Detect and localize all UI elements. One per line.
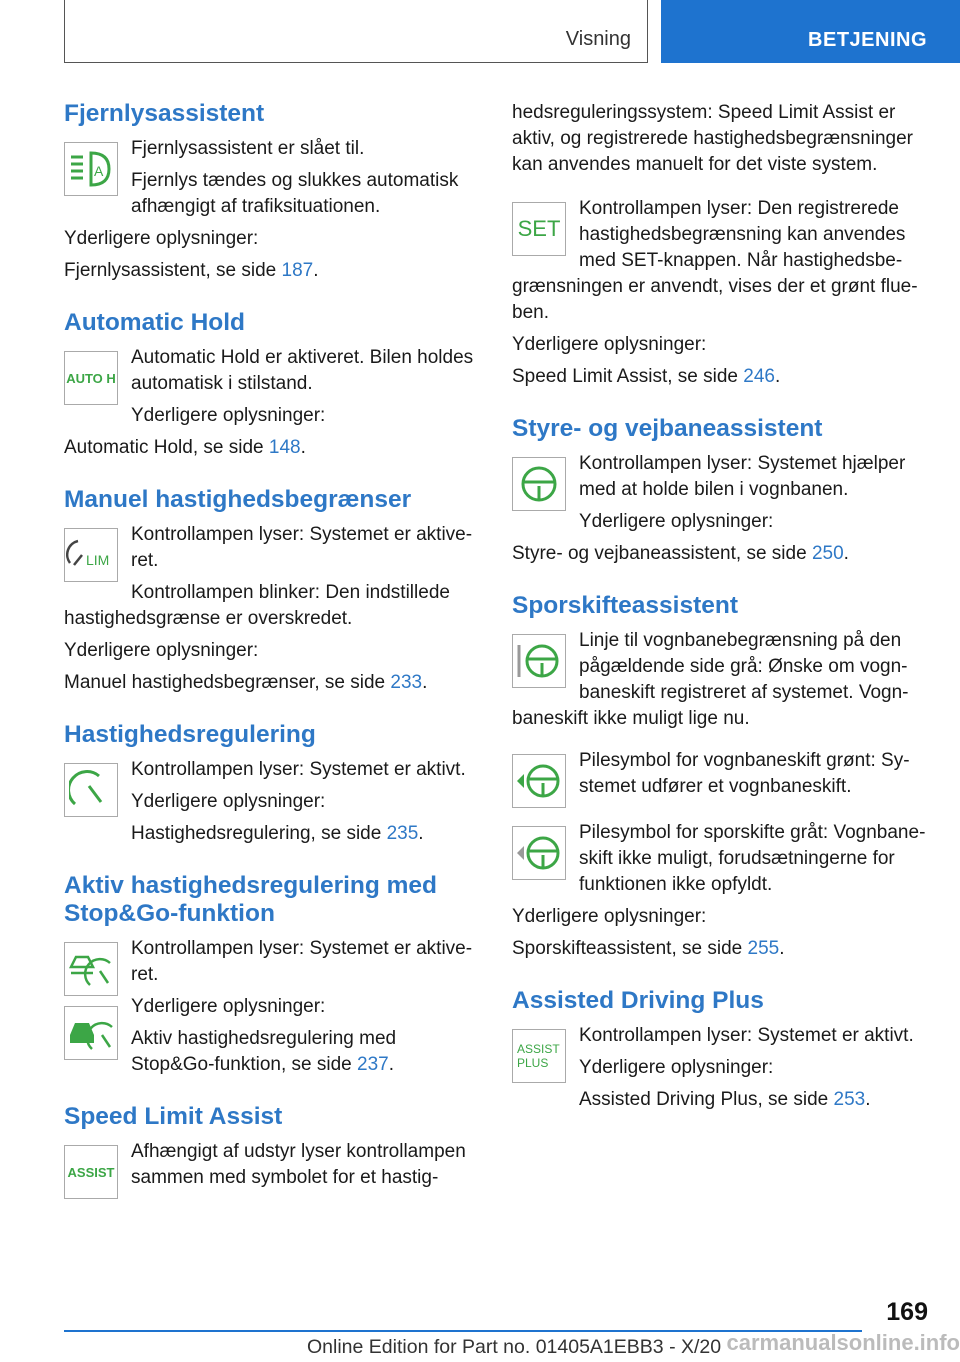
speed-limiter-icon [64,528,118,582]
set-icon [512,202,566,256]
adp-icon-line2: PLUS [517,1056,549,1070]
more-info-label: Yderligere oplysninger: [579,1057,774,1078]
text-line: Afhængigt af udstyr lyser kontrollampen sammen med symbolet for et hastig- [131,1141,466,1188]
more-info-label: Yderligere oplysninger: [131,405,326,426]
reference: Fjernlysassistent, se side 187. [64,260,319,281]
page-link[interactable]: 250 [811,543,844,564]
footer-edition: Online Edition for Part no. 01405A1EBB3 - X/20 [307,1336,722,1358]
page-link[interactable]: 237 [357,1054,389,1075]
section-title: Automatic Hold [64,309,246,336]
auto-hold-icon [64,351,118,405]
text-line: hedsreguleringssystem: Speed Limit Assist er aktiv, og registrerede hastighedsbegrænsninger kan anvendes manuelt for det viste system. [512,102,913,175]
section-title: Aktiv hastighedsregulering med Stop&Go-funktion [64,872,438,927]
section-title: Hastighedsregulering [64,721,316,748]
more-info-label: Yderligere oplysninger: [579,511,774,532]
text-line: Kontrollampen lyser: Systemet er aktivt. [131,759,466,780]
text-line: Linje til vognbanebegrænsning på den pågældende side grå: Ønske om vogn-baneskift registreret af systemet. Vogn- [579,630,909,703]
reference: Sporskifteassistent, se side 255. [512,938,785,959]
text-line: Pilesymbol for vognbaneskift grønt: Sy-stemet udfører et vognbaneskift. [579,750,910,797]
section-fjernlys [64,100,478,284]
more-info-label: Yderligere oplysninger: [512,334,707,355]
right-column [512,100,930,1138]
more-info-label: Yderligere oplysninger: [512,906,707,927]
reference: Hastighedsregulering, se side 235. [131,823,424,844]
reference: Aktiv hastighedsregulering med Stop&Go-funktion, se side 237. [131,1028,397,1075]
section-lane-change [512,592,930,962]
lane-change-grey-arrow-icon [512,826,566,880]
section-automatic-hold [64,309,478,461]
assist-icon-text: ASSIST [67,1164,115,1180]
header-chapter-tab[interactable] [661,0,960,63]
set-icon-text: SET [517,216,561,241]
section-title: Speed Limit Assist [64,1103,283,1130]
active-cruise-car-icon [64,1006,118,1060]
reference: Assisted Driving Plus, se side 253. [579,1089,871,1110]
section-assisted-driving-plus [512,987,930,1113]
text-line: Kontrollampen lyser: Systemet hjælper med at holde bilen i vognbanen. [579,453,906,500]
section-title: Fjernlysassistent [64,100,265,127]
more-info-label: Yderligere oplysninger: [64,228,259,249]
left-column [64,100,478,1216]
text-line: baneskift ikke muligt lige nu. [512,708,750,729]
text-line: hastighedsgrænse er overskredet. [64,608,353,629]
section-title: Manuel hastighedsbegrænser [64,486,412,513]
watermark: carmanualsonline.info [726,1330,960,1355]
section-steering-assistant [512,415,930,567]
lim-icon-text: LIM [86,552,110,568]
page-number: 169 [886,1298,928,1326]
speed-limit-assist-icon [64,1145,118,1199]
header-tab-label: BETJENING [808,29,927,51]
page-link[interactable]: 246 [743,366,775,387]
text-line: grænsningen er anvendt, vises der et grønt flue-ben. [512,276,918,323]
steering-wheel-icon [512,457,566,511]
page-link[interactable]: 255 [747,938,780,959]
page-link[interactable]: 235 [386,823,419,844]
reference: Manuel hastighedsbegrænser, se side 233. [64,672,428,693]
text-line: Kontrollampen blinker: Den indstillede [131,582,450,603]
text-line: Fjernlys tændes og slukkes automatisk afhængigt af trafiksituationen. [131,170,459,217]
svg-text:A: A [94,163,104,179]
high-beam-assist-icon [64,142,118,196]
reference: Speed Limit Assist, se side 246. [512,366,781,387]
more-info-label: Yderligere oplysninger: [131,996,326,1017]
reference: Styre- og vejbaneassistent, se side 250. [512,543,849,564]
page-link[interactable]: 148 [268,437,301,458]
lane-change-green-arrow-icon [512,754,566,808]
section-active-cruise [64,872,478,1078]
more-info-label: Yderligere oplysninger: [131,791,326,812]
auto-hold-icon-text: AUTO H [66,370,116,386]
section-cruise-control [64,721,478,847]
text-line: Kontrollampen lyser: Systemet er aktivt. [579,1025,914,1046]
adp-icon-line1: ASSIST [517,1042,560,1056]
header-box [64,0,648,63]
section-speed-limit-assist [64,1103,478,1191]
page-link[interactable]: 233 [390,672,423,693]
more-info-label: Yderligere oplysninger: [64,640,259,661]
cruise-control-icon [64,763,118,817]
section-speed-limit-assist-cont [512,100,930,390]
text-line: Pilesymbol for sporskifte gråt: Vognbane-skift ikke muligt, forudsætningerne for funktionen ikke opfyldt. [579,822,926,895]
section-title: Styre- og vejbaneassistent [512,415,823,442]
section-title: Assisted Driving Plus [512,987,764,1014]
lane-line-wheel-icon [512,634,566,688]
section-title: Sporskifteassistent [512,592,739,619]
text-line: Kontrollampen lyser: Den registrerede hastighedsbegrænsning kan anvendes med SET-knappen. Når hastighedsbe- [579,198,906,271]
text-line: Kontrollampen lyser: Systemet er aktive-ret. [131,524,473,571]
text-line: Kontrollampen lyser: Systemet er aktive-ret. [131,938,473,985]
text-line: Automatic Hold er aktiveret. Bilen holdes automatisk i stilstand. [131,347,474,394]
section-speed-limiter [64,486,478,696]
assisted-driving-plus-icon [512,1029,566,1083]
active-cruise-icon [64,942,118,996]
header-section-title: Visning [565,28,631,50]
text-line: Fjernlysassistent er slået til. [131,138,365,159]
reference: Automatic Hold, se side 148. [64,437,306,458]
page-link[interactable]: 187 [281,260,314,281]
page-link[interactable]: 253 [833,1089,866,1110]
